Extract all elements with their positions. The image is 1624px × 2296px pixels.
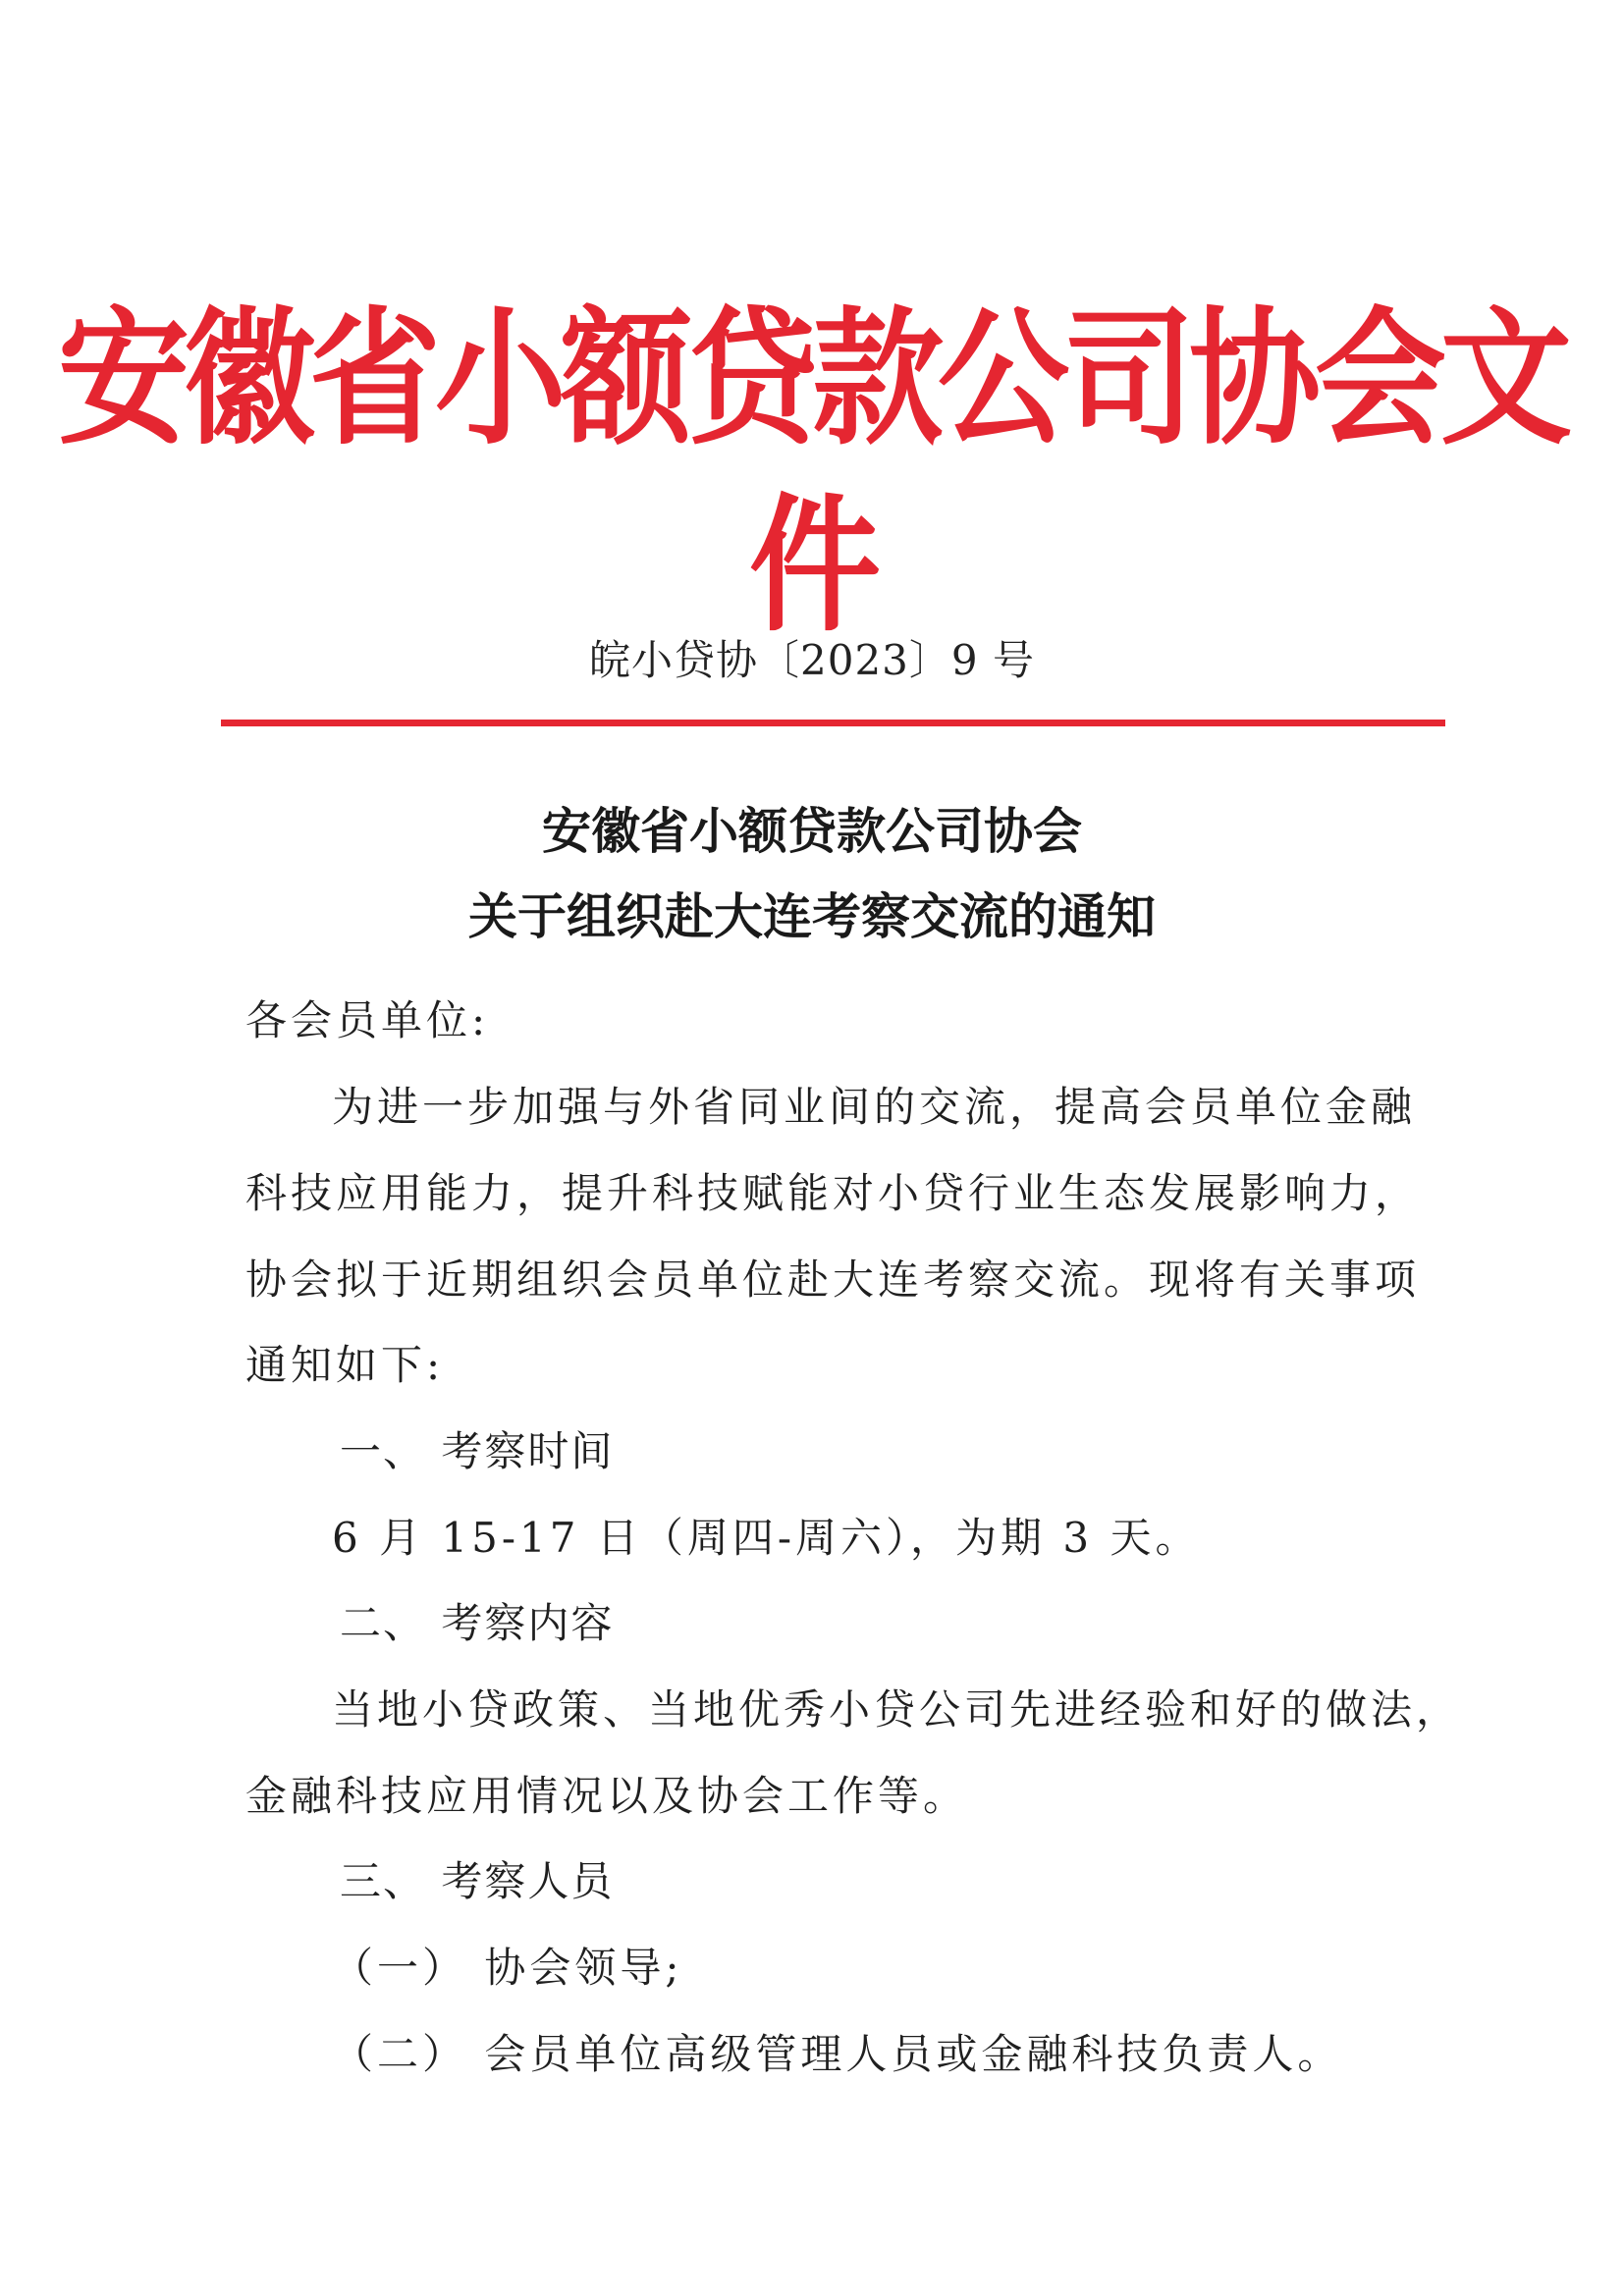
section-content-line-1: 当地小贷政策、当地优秀小贷公司先进经验和好的做法， (332, 1685, 1462, 1734)
masthead-title: 安徽省小额贷款公司协会文件 (57, 291, 1566, 653)
section-heading-personnel: 三、 考察人员 (340, 1857, 615, 1905)
intro-line-2: 科技应用能力，提升科技赋能对小贷行业生态发展影响力， (245, 1169, 1421, 1217)
intro-line-1: 为进一步加强与外省同业间的交流，提高会员单位金融 (332, 1083, 1417, 1131)
section-personnel-line-2: （二） 会员单位高级管理人员或金融科技负责人。 (332, 2030, 1343, 2078)
intro-line-4: 通知如下: (245, 1341, 445, 1389)
section-heading-time: 一、 考察时间 (340, 1427, 615, 1475)
section-personnel-line-1: （一） 协会领导; (332, 1944, 683, 1992)
section-time-line-1: 6 月 15-17 日（周四-周六），为期 3 天。 (332, 1514, 1201, 1562)
intro-line-3: 协会拟于近期组织会员单位赴大连考察交流。现将有关事项 (245, 1255, 1421, 1304)
document-number: 皖小贷协〔2023〕9 号 (589, 636, 1035, 684)
notice-title-line-1: 安徽省小额贷款公司协会 (542, 802, 1082, 860)
salutation: 各会员单位: (245, 996, 490, 1044)
section-heading-content: 二、 考察内容 (340, 1599, 615, 1647)
notice-title-line-2: 关于组织赴大连考察交流的通知 (468, 887, 1156, 945)
red-divider-line (221, 720, 1445, 726)
section-content-line-2: 金融科技应用情况以及协会工作等。 (245, 1772, 969, 1820)
